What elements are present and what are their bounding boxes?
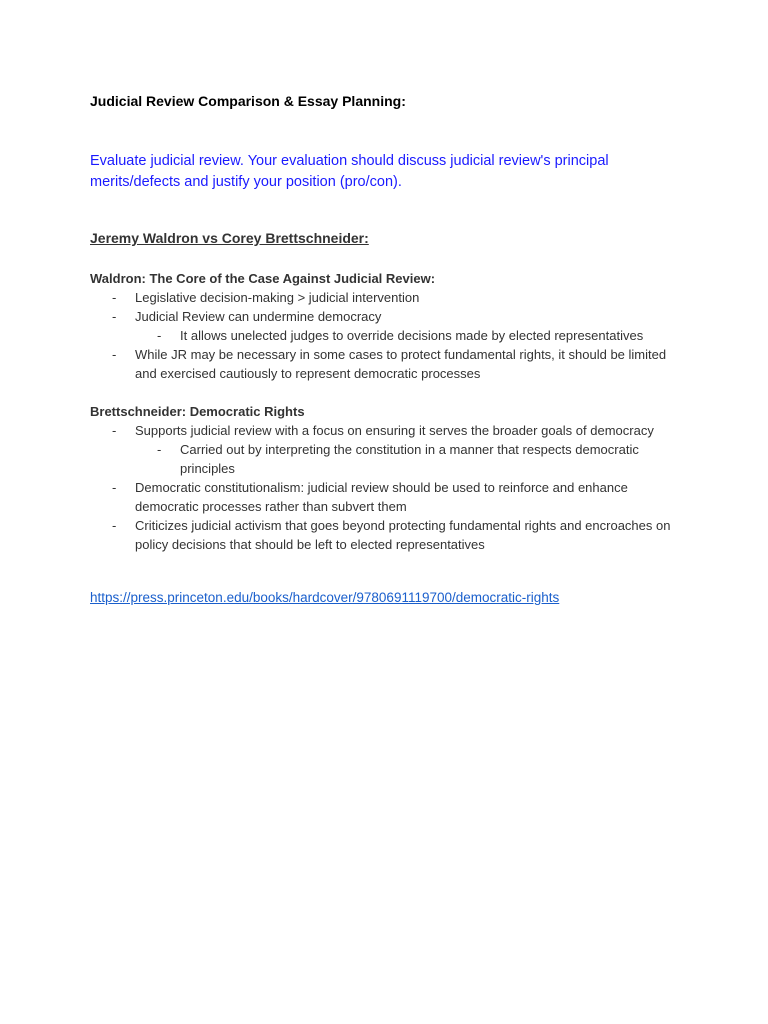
sub-list [135,440,690,478]
bullet-dash: - [112,290,117,305]
section-heading: Jeremy Waldron vs Corey Brettschneider: [90,230,369,246]
brettschneider-section [90,402,690,554]
waldron-heading: Waldron: The Core of the Case Against Judicial Review: [90,271,436,286]
waldron-section [90,269,690,383]
list-item [90,345,690,383]
brettschneider-heading: Brettschneider: Democratic Rights [90,404,305,419]
sub-list-item-text: It allows unelected judges to override decisions made by elected representatives [180,328,644,343]
bullet-dash: - [112,347,117,362]
list-item-text: Criticizes judicial activism that goes beyond protecting fundamental rights and encroaches on policy decisions that should be left to elected representatives [135,518,671,552]
sub-list [135,326,690,345]
reference-link[interactable]: https://press.princeton.edu/books/hardcover/9780691119700/democratic-rights [90,590,560,605]
list-item [90,421,690,478]
bullet-dash: - [112,480,117,495]
brettschneider-list [90,421,690,554]
bullet-dash: - [157,328,162,343]
sub-list-item [135,326,690,345]
list-item [90,516,690,554]
waldron-list [90,288,690,383]
list-item-text: Judicial Review can undermine democracy [135,309,382,324]
list-item-text: While JR may be necessary in some cases to protect fundamental rights, it should be limited and exercised cautiously to represent democratic processes [135,347,667,381]
bullet-dash: - [112,518,117,533]
list-item-text: Supports judicial review with a focus on ensuring it serves the broader goals of democracy [135,423,654,438]
list-item [90,288,690,307]
list-item [90,307,690,345]
sub-list-item-text: Carried out by interpreting the constitution in a manner that respects democratic principles [180,442,639,476]
list-item [90,478,690,516]
sub-list-item [135,440,690,478]
list-item-text: Democratic constitutionalism: judicial review should be used to reinforce and enhance democratic processes rather than subvert them [135,480,628,514]
bullet-dash: - [112,423,117,438]
document-title: Judicial Review Comparison & Essay Planning: [90,93,406,109]
list-item-text: Legislative decision-making > judicial intervention [135,290,420,305]
bullet-dash: - [157,442,162,457]
essay-prompt: Evaluate judicial review. Your evaluation should discuss judicial review's principal merits/defects and justify your position (pro/con). [90,153,609,190]
bullet-dash: - [112,309,117,324]
